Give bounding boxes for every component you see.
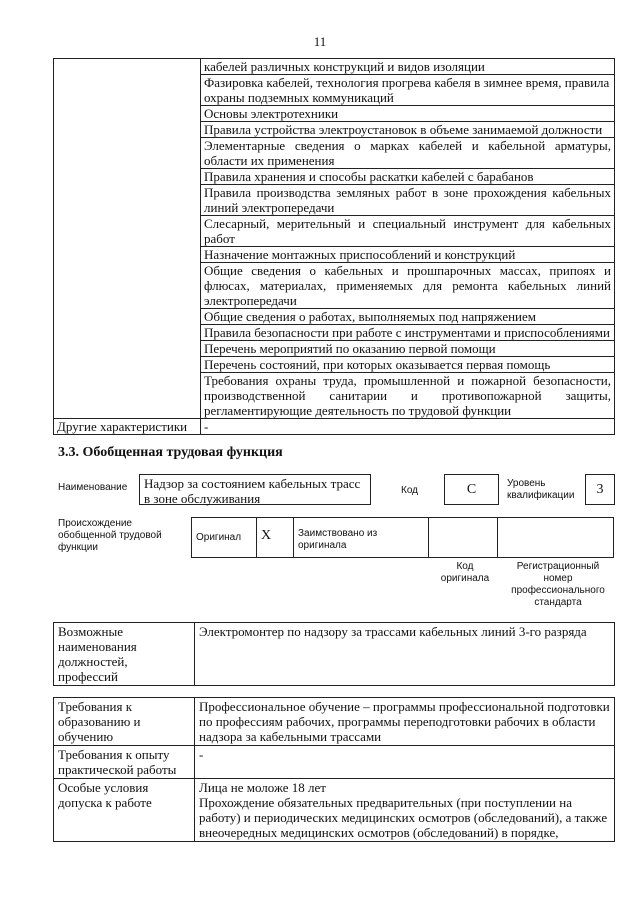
code-label: Код — [401, 485, 419, 496]
knowledge-table — [53, 58, 615, 435]
knowledge-item: Слесарный, мерительный и специальный инструмент для кабельных работ — [201, 216, 615, 247]
table-row — [54, 746, 615, 779]
knowledge-item: Правила хранения и способы раскатки кабелей с барабанов — [201, 169, 615, 185]
table-row — [54, 59, 615, 75]
conditions-value — [195, 779, 615, 842]
original-mark: X — [257, 518, 294, 558]
code-value-box: С — [444, 474, 499, 505]
knowledge-item: Общие сведения о работах, выполняемых под напряжением — [201, 309, 615, 325]
conditions-medical: Прохождение обязательных предварительных (при поступлении на работу) и периодических медицинских осмотров (обследований), а также внеочередных медицинских осмотров (обследований) в порядке, — [199, 795, 608, 840]
registration-number-cell — [498, 518, 614, 558]
experience-label: Требования к опыту практической работы — [54, 746, 195, 779]
other-characteristics-value: - — [201, 419, 615, 435]
table-row — [54, 419, 615, 435]
level-value-box: 3 — [585, 474, 615, 505]
table-cell-empty — [54, 59, 201, 419]
origin-label: Происхождение обобщенной трудовой функции — [58, 518, 162, 553]
education-value: Профессиональное обучение – программы профессиональной подготовки по профессиям рабочих, программы переподготовки рабочих в области надзора за кабельными трассами — [195, 698, 615, 746]
requirements-table — [53, 697, 615, 842]
origin-table — [191, 517, 614, 558]
knowledge-item: Фазировка кабелей, технология прогрева кабеля в зимнее время, правила охраны подземных коммуникаций — [201, 75, 615, 106]
level-label: Уровень квалификации — [507, 478, 575, 501]
original-label: Оригинал — [192, 518, 257, 558]
experience-value: - — [195, 746, 615, 779]
table-row — [54, 698, 615, 746]
positions-value: Электромонтер по надзору за трассами кабельных линий 3-го разряда — [195, 623, 615, 686]
original-code-caption: Код оригинала — [440, 561, 490, 584]
table-row — [54, 779, 615, 842]
section-title: 3.3. Обобщенная трудовая функция — [58, 445, 283, 460]
knowledge-item: Правила устройства электроустановок в объеме занимаемой должности — [201, 122, 615, 138]
other-characteristics-label: Другие характеристики — [54, 419, 201, 435]
page-number: 11 — [313, 34, 327, 49]
knowledge-item: Правила безопасности при работе с инструментами и приспособлениями — [201, 325, 615, 341]
function-name-box: Надзор за состоянием кабельных трасс в зоне обслуживания — [139, 474, 371, 505]
knowledge-item: Правила производства земляных работ в зоне прохождения кабельных линий электропередачи — [201, 185, 615, 216]
knowledge-item: Основы электротехники — [201, 106, 615, 122]
positions-label: Возможные наименования должностей, профессий — [54, 623, 195, 686]
knowledge-item: Требования охраны труда, промышленной и пожарной безопасности, производственной санитарии и противопожарной защиты, регламентирующие деятельность по трудовой функции — [201, 373, 615, 419]
name-label: Наименование — [58, 482, 128, 493]
conditions-age: Лица не моложе 18 лет — [199, 780, 326, 795]
knowledge-item: Перечень состояний, при которых оказывается первая помощь — [201, 357, 615, 373]
registration-number-caption: Регистрационный номер профессионального стандарта — [511, 561, 605, 608]
knowledge-item: Назначение монтажных приспособлений и конструкций — [201, 247, 615, 263]
knowledge-item: Общие сведения о кабельных и прошпарочных массах, припоях и флюсах, материалах, применяемых для ремонта кабельных линий электропередачи — [201, 263, 615, 309]
conditions-label: Особые условия допуска к работе — [54, 779, 195, 842]
positions-table — [53, 622, 615, 686]
table-row — [54, 623, 615, 686]
knowledge-item: Элементарные сведения о марках кабелей и кабельной арматуры, области их применения — [201, 138, 615, 169]
education-label: Требования к образованию и обучению — [54, 698, 195, 746]
borrowed-label: Заимствовано из оригинала — [294, 518, 429, 558]
original-code-cell — [429, 518, 498, 558]
knowledge-item: Перечень мероприятий по оказанию первой помощи — [201, 341, 615, 357]
knowledge-item: кабелей различных конструкций и видов изоляции — [201, 59, 615, 75]
table-row — [192, 518, 614, 558]
